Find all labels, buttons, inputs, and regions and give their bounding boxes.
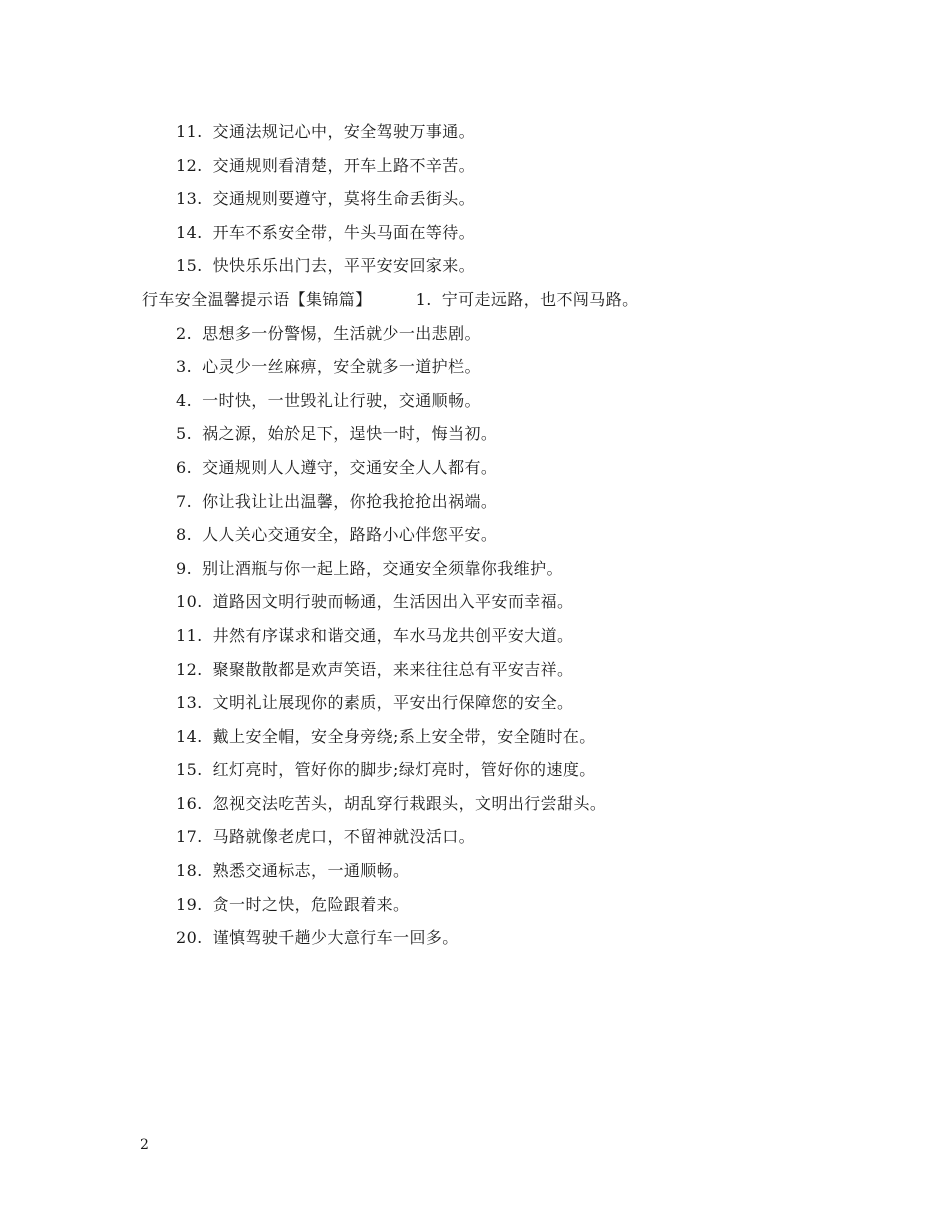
item-number: 15.: [176, 256, 203, 276]
item-text: 思想多一份警惕，生活就少一出悲剧。: [202, 323, 481, 343]
item-number: 16.: [176, 793, 203, 813]
item-text: 马路就像老虎口，不留神就没活口。: [212, 827, 476, 847]
list-item: [0, 520, 950, 554]
item-number: 2.: [176, 323, 193, 343]
item-number: 11.: [176, 625, 203, 645]
list-item: [0, 789, 950, 823]
item-text: 一时快，一世毁礼让行驶，交通顺畅。: [202, 390, 481, 410]
list-item: [0, 151, 950, 185]
list-item: [0, 587, 950, 621]
section-heading: 行车安全温馨提示语【集锦篇】: [142, 289, 372, 309]
item-number: 6.: [176, 457, 193, 477]
item-number: 9.: [176, 558, 193, 578]
item-text: 祸之源，始於足下，逞快一时，悔当初。: [202, 424, 498, 444]
item-number: 17.: [176, 827, 203, 847]
item-text: 别让酒瓶与你一起上路，交通安全须靠你我维护。: [202, 558, 563, 578]
item-number: 12.: [176, 155, 203, 175]
item-number: 20.: [176, 928, 203, 948]
list-item: [0, 487, 950, 521]
item-text: 交通法规记心中，安全驾驶万事通。: [212, 122, 476, 141]
document-body: [0, 117, 950, 957]
item-text: 开车不系安全带，牛头马面在等待。: [212, 222, 476, 242]
list-item: [0, 352, 950, 386]
list-item: [0, 218, 950, 252]
list-item: [416, 285, 639, 315]
item-number: 5.: [176, 424, 193, 444]
list-item: [0, 117, 950, 151]
list-item: [0, 755, 950, 789]
item-text: 聚聚散散都是欢声笑语，来来往往总有平安吉祥。: [212, 659, 574, 679]
list-item: [0, 453, 950, 487]
list-item: [0, 386, 950, 420]
item-number: 14.: [176, 222, 203, 242]
item-text: 心灵少一丝麻痹，安全就多一道护栏。: [202, 357, 481, 377]
list-item: [0, 890, 950, 924]
item-text: 忽视交法吃苦头，胡乱穿行栽跟头，文明出行尝甜头。: [212, 793, 607, 813]
item-number: 19.: [176, 894, 203, 914]
item-text: 快快乐乐出门去，平平安安回家来。: [212, 256, 476, 276]
item-number: 8.: [176, 525, 193, 545]
list-item: [0, 688, 950, 722]
list-item: [0, 856, 950, 890]
item-number: 4.: [176, 390, 193, 410]
item-number: 12.: [176, 659, 203, 679]
item-number: 1.: [415, 289, 432, 309]
list-item: [0, 923, 950, 957]
item-text: 熟悉交通标志，一通顺畅。: [212, 861, 410, 881]
list-item: [0, 319, 950, 353]
list-item: [0, 655, 950, 689]
item-text: 谨慎驾驶千趟少大意行车一回多。: [212, 928, 459, 948]
list-item: [0, 554, 950, 588]
item-text: 贪一时之快，危险跟着来。: [212, 894, 410, 914]
item-number: 10.: [176, 592, 203, 612]
item-number: 13.: [176, 693, 203, 713]
item-text: 戴上安全帽，安全身旁绕;系上安全带，安全随时在。: [212, 726, 596, 746]
item-text: 交通规则要遵守，莫将生命丢街头。: [212, 189, 476, 209]
list-item: [0, 251, 950, 285]
item-text: 道路因文明行驶而畅通，生活因出入平安而幸福。: [212, 592, 574, 612]
list-item: [0, 822, 950, 856]
item-number: 18.: [176, 861, 203, 881]
section-heading-line: [0, 285, 950, 319]
item-text: 井然有序谋求和谐交通，车水马龙共创平安大道。: [212, 625, 574, 645]
item-number: 13.: [176, 189, 203, 209]
item-text: 你让我让让出温馨，你抢我抢抢出祸端。: [202, 491, 498, 511]
list-item: [0, 184, 950, 218]
item-text: 文明礼让展现你的素质，平安出行保障您的安全。: [212, 693, 574, 713]
item-text: 红灯亮时，管好你的脚步;绿灯亮时，管好你的速度。: [212, 760, 596, 780]
list-item: [0, 722, 950, 756]
list-item: [0, 621, 950, 655]
item-text: 人人关心交通安全，路路小心伴您平安。: [202, 525, 498, 545]
item-number: 15.: [176, 760, 203, 780]
item-text: 交通规则看清楚，开车上路不辛苦。: [212, 155, 476, 175]
item-number: 3.: [176, 357, 193, 377]
item-number: 14.: [176, 726, 203, 746]
item-number: 11.: [176, 122, 203, 141]
page-number: 2: [140, 1137, 149, 1153]
list-item: [0, 419, 950, 453]
item-number: 7.: [176, 491, 193, 511]
item-text: 交通规则人人遵守，交通安全人人都有。: [202, 457, 498, 477]
item-text: 宁可走远路，也不闯马路。: [441, 289, 639, 309]
